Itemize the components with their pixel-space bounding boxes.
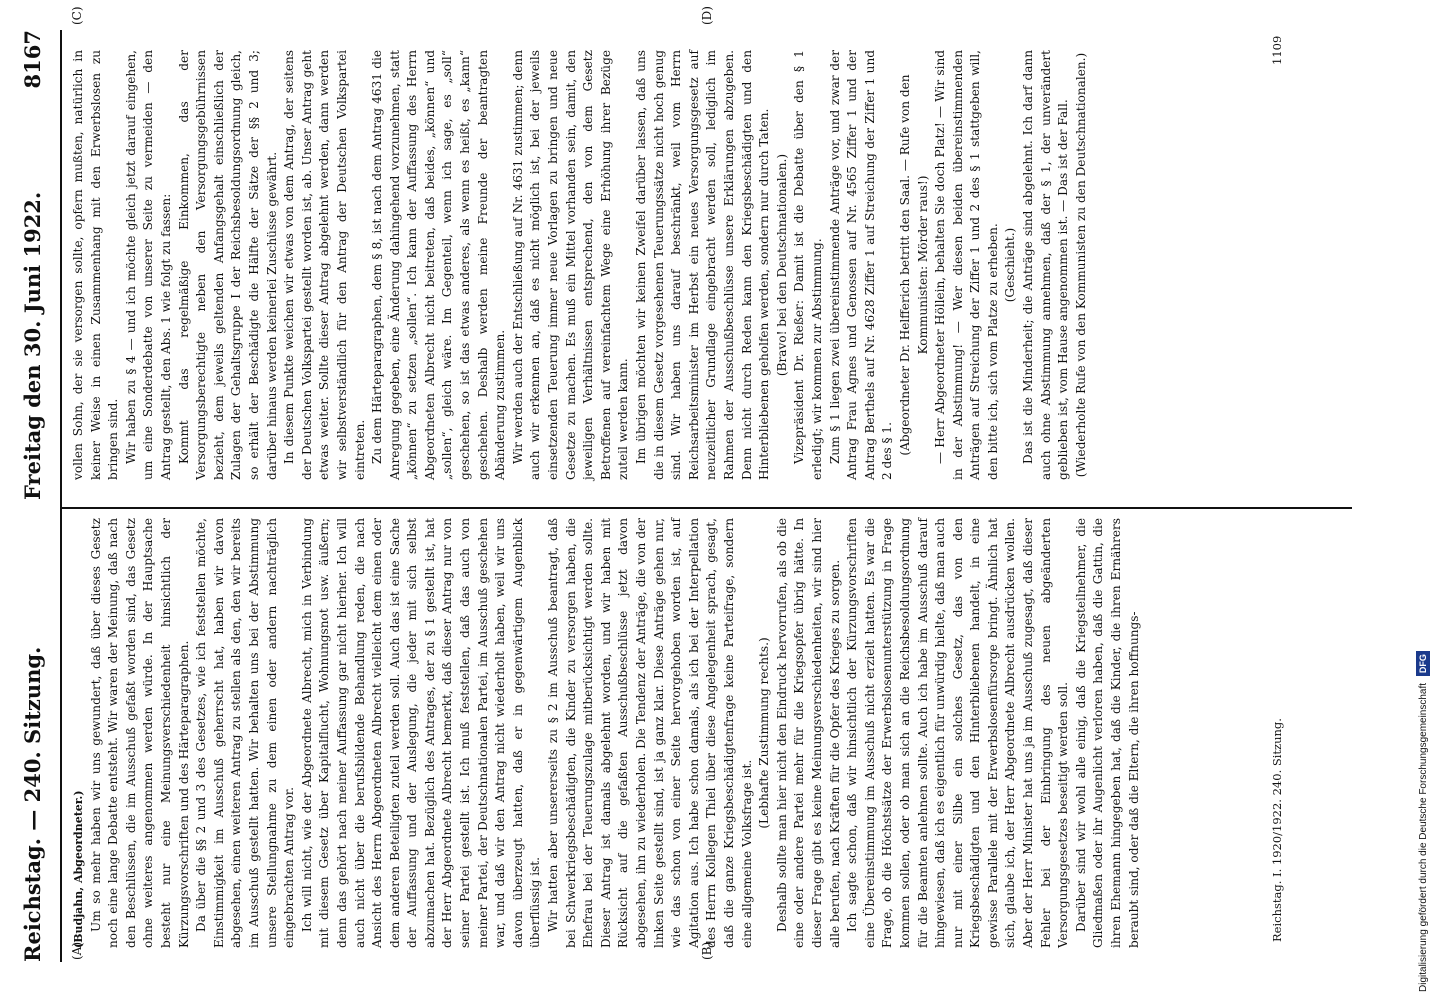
speaker-label: (Budjahn, Abgeordneter.) <box>72 790 85 948</box>
paragraph: In diesem Punkte weichen wir etwas von dem Antrag, der seitens der Deutschen Volkspartei gestellt worden ist, ab. Unser Antrag geht etwas weiter. Sollte dieser Antrag abgelehnt werden, dann werden wir selbstverständlich für den Antrag der Deutschen Volkspartei eintreten. <box>282 50 367 480</box>
paragraph: Wir haben zu § 4 — und ich möchte gleich jetzt darauf eingehen, um eine Sonderdebatte von unserer Seite zu vermeiden — den Antrag gestellt, den Abs. 1 wie folgt zu fassen: <box>123 50 173 480</box>
margin-mark-c: (C) <box>70 6 84 25</box>
digitization-text: Digitalisierung gefördert durch die Deutsche Forschungsgemeinschaft <box>1418 682 1429 992</box>
page-header-left: Reichstag. — 240. Sitzung. <box>20 646 45 962</box>
paragraph: Deshalb sollte man hier nicht den Eindruck hervorrufen, als ob die eine oder andere Partei mehr für die Kriegsopfer übrig hätte. In dieser Frage gibt es keine Meinungsverschiedenheiten, wir sind hier alle berufen, nach Kräften für die Opfer des Krieges zu sorgen. <box>774 518 842 948</box>
quoted-motion: Kommt das regelmäßige Einkommen, das der Versorgungsberechtigte neben den Versorgungsgebührnissen bezieht, dem jeweils geltenden Anfangsgehalt einschließlich der Zulagen der Gehaltsgruppe I der Reichsbesoldungsordnung gleich, so erhält der Beschädigte die Hälfte der Sätze der §§ 2 und 3; darüber hinaus werden keinerlei Zuschüsse gewährt. <box>176 50 279 480</box>
footer-left: Reichstag. I. 1920/1922. 240. Sitzung. <box>1270 718 1284 942</box>
page-header-right <box>6 30 60 500</box>
margin-mark-d: (D) <box>700 6 714 25</box>
paragraph: Das ist die Minderheit; die Anträge sind abgelehnt. Ich darf dann auch ohne Abstimmung annehmen, daß der § 1, der unverändert geblieben ist, vom Hause angenommen ist. — Das ist der Fall. <box>1021 50 1071 480</box>
interjection-note: (Wiederholte Rufe von den Kommunisten zu den Deutschnationalen.) <box>1073 52 1088 478</box>
paragraph: Um so mehr haben wir uns gewundert, daß über dieses Gesetz noch eine lange Debatte entsteht. Wir waren der Meinung, daß nach den Beschlüssen, die im Ausschuß gefaßt worden sind, das Gesetz ohne weiteres angenommen werden würde. In der Hauptsache besteht nur eine Meinungsverschiedenheit hinsichtlich der Kürzungsvorschriften und des Härteparagraphen. <box>88 518 191 948</box>
paragraph: Wir werden auch der Entschließung auf Nr. 4631 zustimmen; denn auch wir erkennen an, daß es nicht möglich ist, bei der jeweils einsetzenden Teuerung immer neue Vorlagen zu bringen und neue Gesetze zu machen. Es muß ein Mittel vorhanden sein, damit, den jeweiligen Verhältnissen entsprechend, den von dem Gesetz Betroffenen auf vereinfachtem Wege eine Erhöhung ihrer Bezüge zuteil werden kann. <box>510 50 631 480</box>
paragraph: Zum § 1 liegen zwei übereinstimmende Anträge vor, und zwar der Antrag Frau Agnes und Genossen auf Nr. 4565 Ziffer 1 und der Antrag Berthels auf Nr. 4628 Ziffer 1 auf Streichung der Ziffer 1 und 2 des § 1. <box>827 50 895 480</box>
column-divider <box>62 507 1352 509</box>
right-column <box>70 50 1090 480</box>
paragraph: Zu dem Härteparagraphen, dem § 8, ist nach dem Antrag 4631 die Anregung gegeben, eine Änderung dahingehend vorzunehmen, statt „können“ zu setzen „sollen“. Ich kann der Auffassung des Herrn Abgeordneten Albrecht nicht beitreten, daß beides, „können“ und „sollen“, gleich wäre. Im Gegenteil, wenn ich sage, es „soll“ geschehen, so ist das etwas anderes, als wenn es heißt, es „kann“ geschehen. Deshalb werden meine Freunde der beantragten Abänderung zustimmen. <box>370 50 508 480</box>
interjection-note: (Abgeordneter Dr. Helfferich betritt den Saal. — Rufe von den Kommunisten: Mörder raus!) <box>897 74 930 456</box>
digitization-note <box>1416 8 1430 992</box>
left-column <box>70 518 1143 948</box>
paragraph: Im übrigen möchten wir keinen Zweifel darüber lassen, daß uns die in diesem Gesetz vorgesehenen Teuerungssätze nicht hoch genug sind. Wir haben uns darauf beschränkt, weil vom Herrn Reichsarbeitsminister im Herbst ein neues Versorgungsgesetz auf neuzeitlicher Grundlage eingebracht werden soll, lediglich im Rahmen der Ausschußbeschlüsse unsere Erklärungen abzugeben. Denn nicht durch Reden kann den Kriegsbeschädigten und den Hinterbliebenen geholfen werden, sondern nur durch Taten. <box>634 50 772 480</box>
applause-note: (Lebhafte Zustimmung rechts.) <box>757 637 772 829</box>
header-rule <box>60 30 62 962</box>
paragraph: Ich sagte schon, daß wir hinsichtlich der Kürzungsvorschriften eine Übereinstimmung im Ausschuß nicht erzielt hatten. Es war die Frage, ob die Höchstsätze der Erwerbslosenunterstützung in Frage kommen sollen, oder ob man sich an die Reichsbesoldungsordnung für die Beamten anlehnen sollte. Auch ich habe im Ausschuß darauf hingewiesen, daß ich es eigentlich für unwürdig hielte, daß man auch nur mit einer Silbe ein solches Gesetz, das von den Kriegsbeschädigten und den Hinterbliebenen handelt, in eine gewisse Parallele mit der Erwerbslosenfürsorge bringt. Ähnlich hat sich, glaube ich, der Herr Abgeordnete Albrecht ausdrücken wollen. Aber der Herr Minister hat uns ja im Ausschuß zugesagt, daß dieser Fehler bei der Einbringung des neuen abgeänderten Versorgungsgesetzes beseitigt werden soll. <box>845 518 1071 948</box>
paragraph: Vizepräsident Dr. Rießer: Damit ist die Debatte über den § 1 erledigt; wir kommen zur Abstimmung. <box>792 50 824 480</box>
header-date: Freitag den 30. Juni 1922. <box>20 191 45 500</box>
footer-right: 1109 <box>1270 35 1284 65</box>
paragraph: vollen Sohn, der sie versorgen sollte, opfern mußten, natürlich in keiner Weise in einen Zusammenhang mit den Erwerbslosen zu bringen sind. <box>71 50 121 480</box>
paragraph: Ich will nicht, wie der Abgeordnete Albrecht, mich in Verbindung mit diesem Gesetz über Kapitalflucht, Wohnungsnot usw. äußern; denn das gehört nach meiner Auffassung gar nicht hierher. Ich will auch nicht über die berufsbildende Behandlung reden, die nach Ansicht des Herrn Abgeordneten Albrecht vielleicht dem einen oder dem anderen Beteiligten zuteil werden soll. Auch das ist eine Sache der Auffassung und der Auslegung, die jeder mit sich selbst abzumachen hat. Bezüglich des Antrages, der zu § 1 gestellt ist, hat der Herr Abgeordnete Albrecht bemerkt, daß dieser Antrag nur von seiner Partei gestellt ist. Ich muß feststellen, daß das auch von meiner Partei, der Deutschnationalen Partei, im Ausschuß geschehen war, und daß wir den Antrag nicht wiederholt haben, weil wir uns davon überzeugt hatten, daß er in gegenwärtigem Augenblick überflüssig ist. <box>299 518 543 948</box>
paragraph: Wir hatten aber unsererseits zu § 2 im Ausschuß beantragt, daß bei Schwerkriegsbeschädigten, die Kinder zu versorgen haben, die Ehefrau bei der Teuerungszulage mitberücksichtigt werden sollte. Dieser Antrag ist damals abgelehnt worden, und wir haben mit Rücksicht auf die gefaßten Ausschußbeschlüsse jetzt davon abgesehen, ihn zu wiederholen. Die Tendenz der Anträge, die von der linken Seite gestellt sind, ist ja ganz klar. Diese Anträge gehen nur, wie das schon von einer Seite hervorgehoben worden ist, auf Agitation aus. Ich habe schon damals, als ich bei der Interpellation des Herrn Kollegen Thiel über diese Angelegenheit sprach, gesagt, daß die ganze Kriegsbeschädigtenfrage keine Parteifrage, sondern eine allgemeine Volksfrage ist. <box>546 518 754 948</box>
paragraph: Darüber sind wir wohl alle einig, daß die Kriegsteilnehmer, die Gliedmaßen oder ihr Augenlicht verloren haben, daß die Gattin, die ihren Ehemann hingegeben hat, daß die Kinder, die ihren Ernährers beraubt sind, oder daß die Eltern, die ihren hoffnungs- <box>1073 518 1141 948</box>
applause-note: (Bravo! bei den Deutschnationalen.) <box>774 153 789 377</box>
page-number: 8167 <box>20 30 45 89</box>
margin-mark-a: (A) <box>70 941 84 960</box>
paragraph: — Herr Abgeordneter Höllein, behalten Sie doch Platz! — Wir sind in der Abstimmung! — Wer diesen beiden übereinstimmenden Anträgen auf Streichung der Ziffer 1 und 2 des § 1 stattgeben will, den bitte ich, sich vom Platze zu erheben. <box>933 50 1000 480</box>
margin-mark-b: (B) <box>700 941 714 960</box>
interjection-note: (Geschieht.) <box>1003 227 1018 303</box>
paragraph: Da über die §§ 2 und 3 des Gesetzes, wie ich feststellen möchte, Einstimmigkeit im Ausschuß geherrscht hat, haben wir davon abgesehen, einen weiteren Antrag zu stellen als den, den wir bereits im Ausschuß gestellt hatten. Wir behalten uns bei der Abstimmung unsere Stellungnahme zu dem einen oder andern nachträglich eingebrachten Antrag vor. <box>194 518 297 948</box>
dfg-logo: DFG <box>1416 651 1430 676</box>
